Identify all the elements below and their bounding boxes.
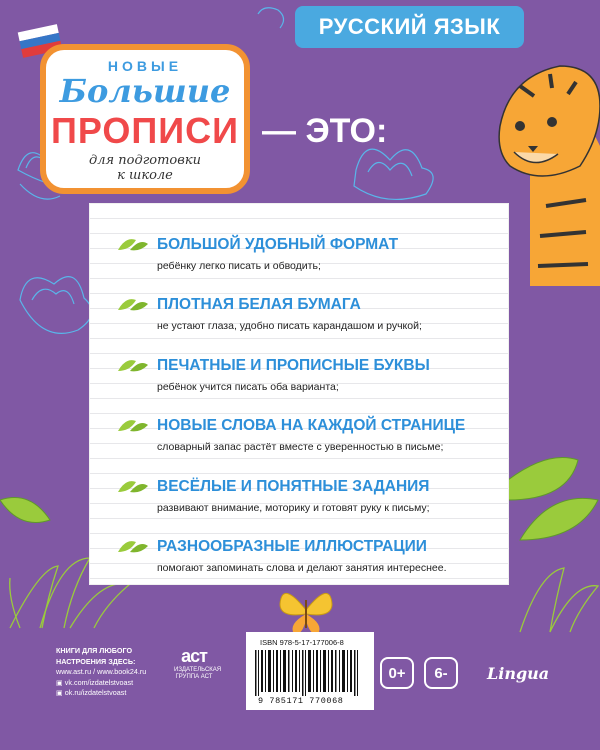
publisher-logo-mark: аст [181,646,207,666]
footer-books-line2: НАСТРОЕНИЯ ЗДЕСЬ: [56,656,136,666]
subject-banner: РУССКИЙ ЯЗЫК [295,6,524,48]
feature-item [116,236,496,272]
publisher-name-line2: ГРУППА АСТ [175,674,213,680]
heading-eto: — ЭТО: [262,112,388,150]
feature-description: не устают глаза, удобно писать карандашом и ручкой; [157,320,422,332]
features-sheet [90,204,508,584]
feature-description: ребёнку легко писать и обводить; [157,260,321,272]
footer-books-line1: КНИГИ ДЛЯ ЛЮБОГО [56,646,133,655]
feature-title: БОЛЬШОЙ УДОБНЫЙ ФОРМАТ [157,236,399,253]
barcode-digits: 9 785171 770068 [258,696,344,706]
feature-title: НОВЫЕ СЛОВА НА КАЖДОЙ СТРАНИЦЕ [157,417,466,434]
isbn-text: ISBN 978-5-17-177006-8 [260,638,344,647]
feature-item [116,417,496,453]
logo-line-propisi: ПРОПИСИ [50,110,240,151]
leaf-bullet-icon [116,540,149,554]
series-logo [40,44,250,194]
feature-description: словарный запас растёт вместе с уверенностью в письме; [157,441,444,453]
feature-description: ребёнок учится писать оба варианта; [157,381,339,393]
age-badge-6: 6- [424,657,458,689]
butterfly-illustration [276,584,336,636]
leaf-bullet-icon [116,238,149,252]
feature-title: ПЛОТНАЯ БЕЛАЯ БУМАГА [157,296,361,313]
footer-vk[interactable] [56,678,146,689]
blue-scribble-top-right [258,8,284,28]
age-badge-0plus: 0+ [380,657,414,689]
green-leaf-left [0,498,50,523]
leaf-bullet-icon [116,419,149,433]
feature-item [116,538,496,574]
vk-icon: ▣ [56,677,65,687]
logo-line-bolshie: Большие [59,72,231,110]
publisher-name-line1: ИЗДАТЕЛЬСКАЯ [174,667,222,673]
logo-subtitle-line2: к школе [117,168,173,183]
feature-item [116,296,496,332]
footer-sites[interactable]: www.ast.ru / www.book24.ru [56,667,147,677]
feature-item [116,357,496,393]
feature-item [116,478,496,514]
footer-ok-link[interactable]: ok.ru/izdatelstvoast [64,688,127,698]
logo-subtitle-line1: для подготовки [89,153,201,168]
ok-icon: ▣ [56,688,65,698]
feature-description: развивают внимание, моторику и готовят руку к письму; [157,502,430,514]
feature-title: ВЕСЁЛЫЕ И ПОНЯТНЫЕ ЗАДАНИЯ [157,478,430,495]
barcode-block [246,632,374,710]
feature-description: помогают запоминать слова и делают занятия интереснее. [157,562,447,574]
leaf-bullet-icon [116,359,149,373]
imprint-logo: Lingua [487,664,550,683]
feature-title: РАЗНООБРАЗНЫЕ ИЛЛЮСТРАЦИИ [157,538,427,555]
blue-scribble-mid [354,149,433,199]
logo-subtitle [46,153,244,183]
blue-scribble-left [20,277,92,334]
green-bush-bottom-right [520,568,598,632]
footer-ok[interactable] [56,688,146,699]
feature-title: ПЕЧАТНЫЕ И ПРОПИСНЫЕ БУКВЫ [157,357,430,374]
footer-vk-link[interactable]: vk.com/izdatelstvoast [64,677,134,687]
barcode-bars-icon [255,650,365,696]
footer-links [56,646,146,699]
green-leaf-right [508,458,598,541]
leaf-bullet-icon [116,298,149,312]
publisher-logo [174,646,222,706]
leaf-bullet-icon [116,480,149,494]
logo-line-novye: НОВЫЕ [107,58,183,74]
